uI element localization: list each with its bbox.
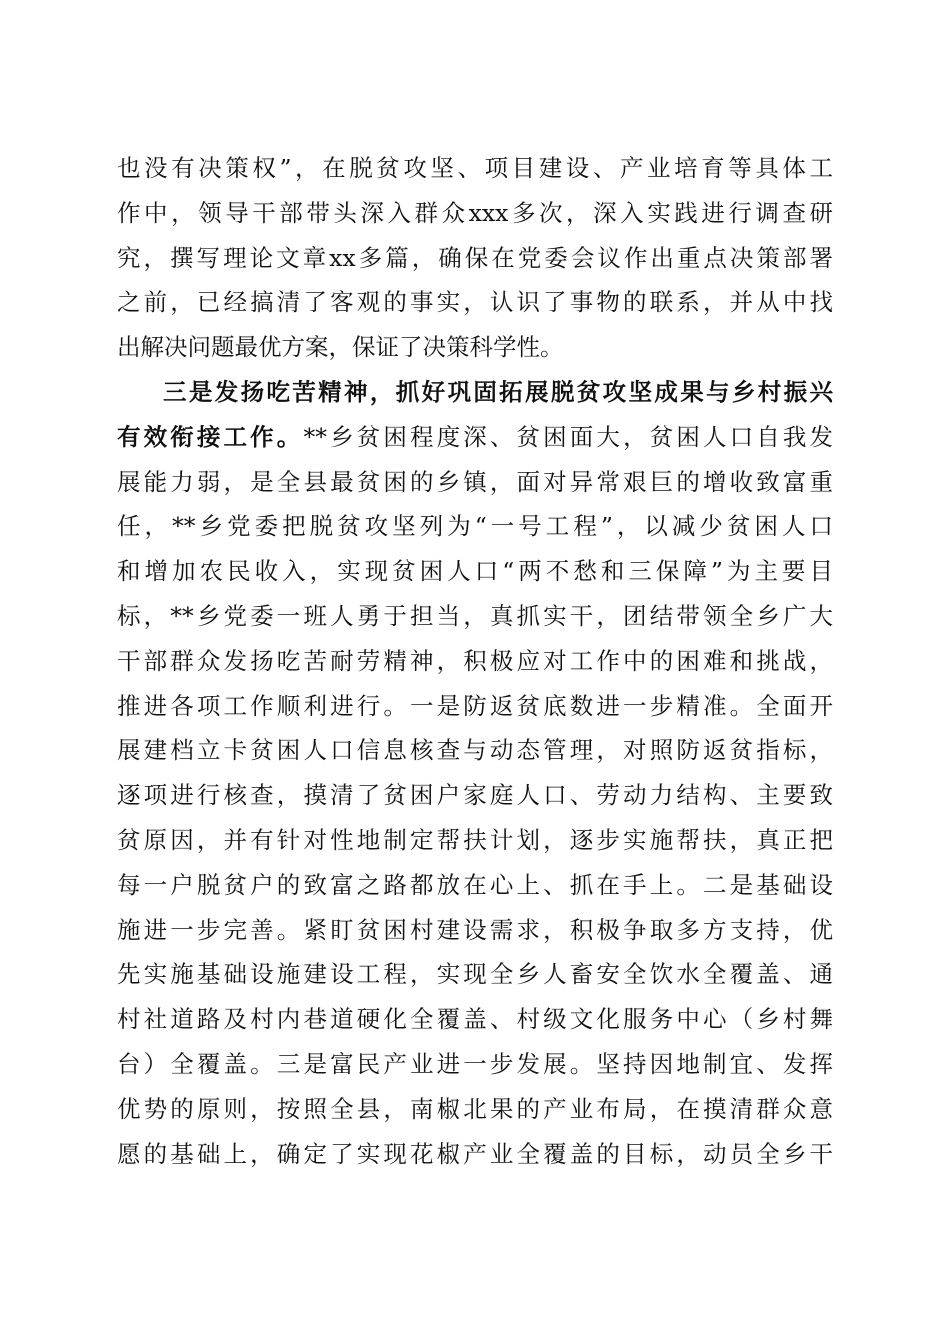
text-line: 干部群众发扬吃苦耐劳精神，积极应对工作中的困难和挑战，: [117, 646, 833, 675]
text-line: 究，撰写理论文章xx多篇，确保在党委会议作出重点决策部署: [117, 243, 833, 272]
text-line: 之前，已经搞清了客观的事实，认识了事物的联系，并从中找: [117, 288, 833, 317]
text-line: 台）全覆盖。三是富民产业进一步发展。坚持因地制宜、发挥: [117, 1049, 833, 1078]
text-line: 出解决问题最优方案，保证了决策科学性。: [117, 333, 564, 362]
text-line-rest: **乡贫困程度深、贫困面大，贫困人口自我发: [303, 422, 833, 451]
text-line: 推进各项工作顺利进行。一是防返贫底数进一步精准。全面开: [117, 691, 833, 720]
text-line: 任，**乡党委把脱贫攻坚列为“一号工程”，以减少贫困人口: [117, 512, 833, 541]
text-line: 逐项进行核查，摸清了贫困户家庭人口、劳动力结构、主要致: [117, 781, 833, 810]
document-body: [117, 146, 833, 1176]
text-line: 先实施基础设施建设工程，实现全乡人畜安全饮水全覆盖、通: [117, 960, 833, 989]
text-line: 展能力弱，是全县最贫困的乡镇，面对异常艰巨的增收致富重: [117, 467, 833, 496]
text-line: 优势的原则，按照全县，南椒北果的产业布局，在摸清群众意: [117, 1094, 833, 1123]
text-line: 展建档立卡贫困人口信息核查与动态管理，对照防返贫指标，: [117, 736, 833, 765]
text-line: 每一户脱贫户的致富之路都放在心上、抓在手上。二是基础设: [117, 870, 833, 899]
text-line: [117, 415, 833, 460]
text-line: 施进一步完善。紧盯贫困村建设需求，积极争取多方支持，优: [117, 915, 833, 944]
text-line: 作中，领导干部带头深入群众xxx多次，深入实践进行调查研: [117, 198, 833, 227]
paragraph-heading: 三是发扬吃苦精神，抓好巩固拓展脱贫攻坚成果与乡村振兴: [163, 377, 833, 406]
text-line: 愿的基础上，确定了实现花椒产业全覆盖的目标，动员全乡干: [117, 1139, 833, 1168]
text-line: 贫原因，并有针对性地制定帮扶计划，逐步实施帮扶，真正把: [117, 825, 833, 854]
paragraph-1: [117, 146, 833, 370]
text-line: 标，**乡党委一班人勇于担当，真抓实干，团结带领全乡广大: [117, 601, 833, 630]
text-line: 也没有决策权”，在脱贫攻坚、项目建设、产业培育等具体工: [117, 154, 833, 182]
text-line: 村社道路及村内巷道硬化全覆盖、村级文化服务中心（乡村舞: [117, 1005, 833, 1034]
paragraph-heading-end: 有效衔接工作。: [117, 422, 304, 451]
text-line: 和增加农民收入，实现贫困人口“两不愁和三保障”为主要目: [117, 557, 833, 586]
paragraph-2: [117, 370, 833, 1176]
